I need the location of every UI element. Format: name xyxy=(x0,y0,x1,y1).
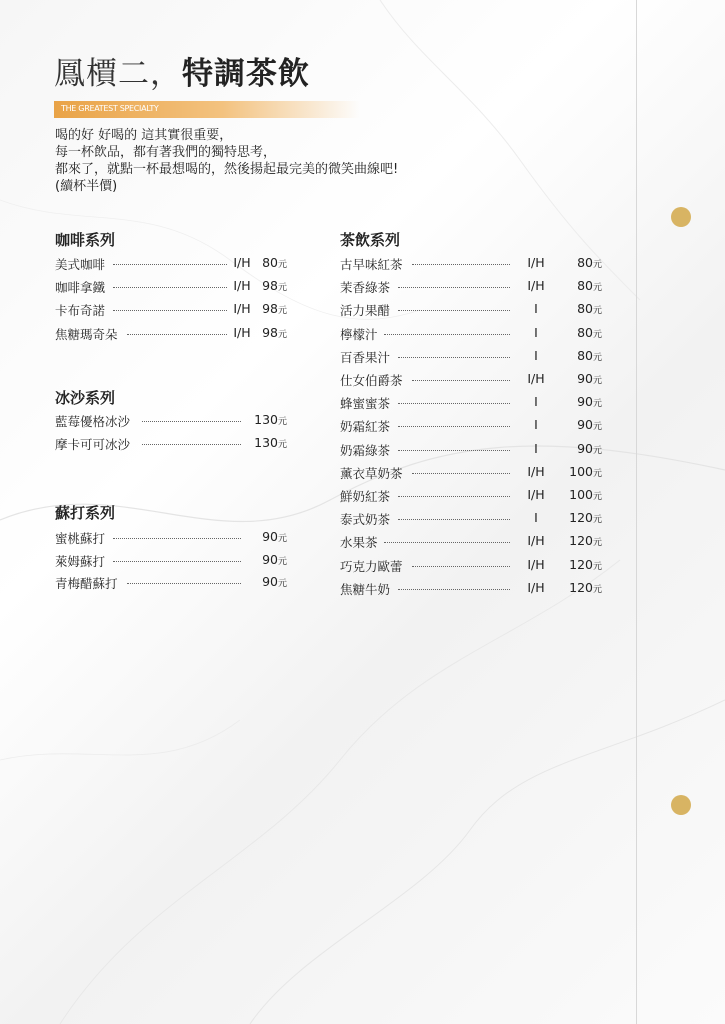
menu-item-name: 焦糖瑪奇朵 xyxy=(55,326,118,342)
currency-unit: 元 xyxy=(592,561,602,572)
leader-dots xyxy=(113,310,227,311)
menu-item xyxy=(340,464,602,484)
intro-line: 都來了，就點一杯最想喝的，然後揚起最完美的微笑曲線吧! xyxy=(55,162,399,177)
menu-item-name: 奶霜紅茶 xyxy=(340,419,391,435)
menu-item-price xyxy=(577,348,602,363)
menu-item-name: 蜜桃蘇打 xyxy=(55,531,106,546)
menu-item-price xyxy=(569,580,602,595)
currency-unit: 元 xyxy=(277,417,287,427)
leader-dots xyxy=(398,426,510,427)
menu-item-temperature: I xyxy=(534,417,538,433)
menu-item-price xyxy=(262,574,287,589)
menu-item-temperature: I/H xyxy=(527,533,545,549)
menu-item-temperature: I/H xyxy=(527,579,545,595)
menu-item-temperature: I/H xyxy=(527,487,545,502)
menu-item-name: 活力果醋 xyxy=(340,303,391,319)
currency-unit: 元 xyxy=(592,538,602,549)
price-value: 90 xyxy=(577,417,593,433)
menu-item-name: 咖啡拿鐵 xyxy=(55,280,106,296)
leader-dots xyxy=(142,421,241,422)
currency-unit: 元 xyxy=(592,283,602,294)
menu-item-price xyxy=(262,301,287,316)
menu-item xyxy=(340,417,602,437)
currency-unit: 元 xyxy=(277,329,287,340)
menu-item-temperature: I xyxy=(534,394,538,410)
binder-hole-bottom xyxy=(671,795,691,815)
page-edge xyxy=(636,0,637,1024)
leader-dots xyxy=(398,496,510,497)
menu-item xyxy=(340,557,602,577)
menu-item xyxy=(55,435,287,455)
price-value: 80 xyxy=(262,255,278,270)
price-value: 80 xyxy=(577,278,593,294)
currency-unit: 元 xyxy=(592,492,602,502)
price-value: 90 xyxy=(262,551,278,567)
price-value: 120 xyxy=(569,556,593,572)
menu-item-name: 卡布奇諾 xyxy=(55,303,106,319)
menu-item-temperature: I/H xyxy=(527,371,545,386)
menu-item-price xyxy=(577,301,602,316)
price-value: 98 xyxy=(262,324,278,340)
currency-unit: 元 xyxy=(277,260,287,270)
menu-item-name: 藍莓優格冰沙 xyxy=(55,414,131,429)
menu-item xyxy=(340,441,602,461)
title-main: 鳳檟二， xyxy=(54,56,182,92)
section-title-soda: 蘇打系列 xyxy=(55,504,116,522)
menu-item-name: 仕女伯爵茶 xyxy=(340,373,403,388)
price-value: 98 xyxy=(262,278,278,294)
currency-unit: 元 xyxy=(592,399,602,410)
menu-item-price xyxy=(569,557,602,572)
price-value: 98 xyxy=(262,301,278,317)
menu-item-name: 焦糖牛奶 xyxy=(340,581,391,597)
menu-item-name: 蜂蜜蜜茶 xyxy=(340,396,391,412)
currency-unit: 元 xyxy=(592,422,602,433)
menu-item-temperature: I/H xyxy=(527,278,545,294)
price-value: 120 xyxy=(569,579,593,595)
menu-item-temperature: I/H xyxy=(233,324,251,340)
leader-dots xyxy=(127,334,227,335)
menu-item xyxy=(340,394,602,414)
binder-hole-top xyxy=(671,207,691,227)
specialty-banner xyxy=(54,101,360,118)
leader-dots xyxy=(412,264,510,265)
menu-item xyxy=(340,510,602,530)
menu-item xyxy=(55,552,287,572)
menu-item-temperature: I xyxy=(534,347,538,363)
page-title xyxy=(54,48,310,93)
price-value: 80 xyxy=(577,301,593,317)
currency-unit: 元 xyxy=(592,584,602,595)
menu-item-price xyxy=(262,325,287,340)
menu-item-price xyxy=(569,533,602,548)
menu-item-price xyxy=(577,325,602,340)
menu-item-temperature: I xyxy=(534,440,538,456)
currency-unit: 元 xyxy=(592,329,602,340)
menu-item xyxy=(340,580,602,600)
price-value: 90 xyxy=(577,371,593,386)
leader-dots xyxy=(412,566,510,567)
menu-item-name: 薰衣草奶茶 xyxy=(340,465,403,481)
menu-item-price xyxy=(577,441,602,456)
menu-item xyxy=(55,301,287,321)
banner-text: THE GREATEST SPECIALTY xyxy=(61,104,159,113)
menu-item xyxy=(55,278,287,298)
menu-item-temperature: I xyxy=(534,324,538,340)
menu-item-name: 檸檬汁 xyxy=(340,326,378,342)
currency-unit: 元 xyxy=(592,306,602,317)
menu-item-temperature: I/H xyxy=(233,255,251,270)
price-value: 100 xyxy=(569,463,593,479)
menu-item xyxy=(55,325,287,345)
currency-unit: 元 xyxy=(277,556,287,567)
menu-item-temperature: I/H xyxy=(233,301,251,317)
price-value: 80 xyxy=(577,324,593,340)
price-value: 130 xyxy=(254,412,278,427)
menu-item xyxy=(340,278,602,298)
menu-item-price xyxy=(577,394,602,409)
menu-item-price xyxy=(577,278,602,293)
menu-item-price xyxy=(569,487,602,502)
price-value: 80 xyxy=(577,255,593,270)
menu-item-name: 水果茶 xyxy=(340,535,378,551)
leader-dots xyxy=(127,583,241,584)
currency-unit: 元 xyxy=(277,306,287,317)
price-value: 90 xyxy=(262,574,278,589)
menu-item-temperature: I xyxy=(534,510,538,526)
leader-dots xyxy=(398,357,510,358)
section-title-tea: 茶飲系列 xyxy=(340,231,401,249)
intro-line: 喝的好 好喝的 這其實很重要， xyxy=(55,128,233,143)
leader-dots xyxy=(113,264,227,265)
currency-unit: 元 xyxy=(277,534,287,544)
menu-item xyxy=(55,412,287,432)
leader-dots xyxy=(113,287,227,288)
menu-item xyxy=(340,255,602,275)
currency-unit: 元 xyxy=(592,352,602,363)
section-title-coffee: 咖啡系列 xyxy=(55,231,116,249)
menu-item-name: 鮮奶紅茶 xyxy=(340,489,391,504)
menu-item-price xyxy=(577,371,602,386)
price-value: 120 xyxy=(569,533,593,549)
leader-dots xyxy=(113,538,241,539)
currency-unit: 元 xyxy=(277,283,287,294)
menu-item-temperature: I/H xyxy=(527,556,545,572)
menu-item-price xyxy=(569,464,602,479)
menu-item-name: 泰式奶茶 xyxy=(340,512,391,528)
currency-unit: 元 xyxy=(592,445,602,456)
menu-item-name: 美式咖啡 xyxy=(55,257,106,272)
intro-line: 每一杯飲品，都有著我們的獨特思考， xyxy=(55,145,277,160)
menu-item xyxy=(55,255,287,275)
currency-unit: 元 xyxy=(592,515,602,526)
menu-item-price xyxy=(262,529,287,544)
menu-item-temperature: I/H xyxy=(527,255,545,270)
leader-dots xyxy=(142,444,241,445)
menu-item-name: 巧克力歐蕾 xyxy=(340,558,403,574)
menu-item xyxy=(340,533,602,553)
leader-dots xyxy=(398,519,510,520)
menu-item-price xyxy=(569,510,602,525)
currency-unit: 元 xyxy=(277,579,287,589)
leader-dots xyxy=(412,380,510,381)
menu-item-price xyxy=(262,255,287,270)
menu-item-price xyxy=(262,278,287,293)
menu-item-name: 青梅醋蘇打 xyxy=(55,576,118,591)
menu-item-name: 百香果汁 xyxy=(340,349,391,365)
intro-line: (續杯半價) xyxy=(55,179,118,194)
price-value: 130 xyxy=(254,434,278,450)
leader-dots xyxy=(398,450,510,451)
menu-item-name: 茉香綠茶 xyxy=(340,280,391,296)
menu-item-name: 摩卡可可冰沙 xyxy=(55,436,131,452)
price-value: 90 xyxy=(577,440,593,456)
menu-item-name: 古早味紅茶 xyxy=(340,257,403,272)
leader-dots xyxy=(398,589,510,590)
leader-dots xyxy=(113,561,241,562)
menu-item-name: 萊姆蘇打 xyxy=(55,553,106,569)
leader-dots xyxy=(384,334,510,335)
menu-item xyxy=(340,371,602,391)
leader-dots xyxy=(398,310,510,311)
menu-item-temperature: I xyxy=(534,301,538,317)
menu-item xyxy=(340,301,602,321)
currency-unit: 元 xyxy=(592,376,602,386)
menu-item-price xyxy=(254,435,287,450)
menu-item-price xyxy=(577,417,602,432)
menu-item-name: 奶霜綠茶 xyxy=(340,442,391,458)
menu-item-temperature: I/H xyxy=(233,278,251,294)
price-value: 120 xyxy=(569,510,593,526)
currency-unit: 元 xyxy=(592,468,602,479)
currency-unit: 元 xyxy=(592,260,602,270)
title-bold: 特調茶飲 xyxy=(182,56,310,92)
menu-item xyxy=(55,529,287,549)
section-title-smoothie: 冰沙系列 xyxy=(55,389,116,407)
price-value: 80 xyxy=(577,347,593,363)
menu-item-temperature: I/H xyxy=(527,463,545,479)
price-value: 90 xyxy=(577,394,593,410)
menu-item xyxy=(340,325,602,345)
leader-dots xyxy=(412,473,510,474)
menu-item-price xyxy=(254,412,287,427)
currency-unit: 元 xyxy=(277,439,287,450)
menu-item xyxy=(340,487,602,507)
price-value: 100 xyxy=(569,487,593,502)
menu-item xyxy=(340,348,602,368)
leader-dots xyxy=(384,542,510,543)
menu-item xyxy=(55,574,287,594)
intro-text xyxy=(55,127,398,195)
leader-dots xyxy=(398,403,510,404)
menu-item-price xyxy=(577,255,602,270)
menu-item-price xyxy=(262,552,287,567)
leader-dots xyxy=(398,287,510,288)
price-value: 90 xyxy=(262,529,278,544)
